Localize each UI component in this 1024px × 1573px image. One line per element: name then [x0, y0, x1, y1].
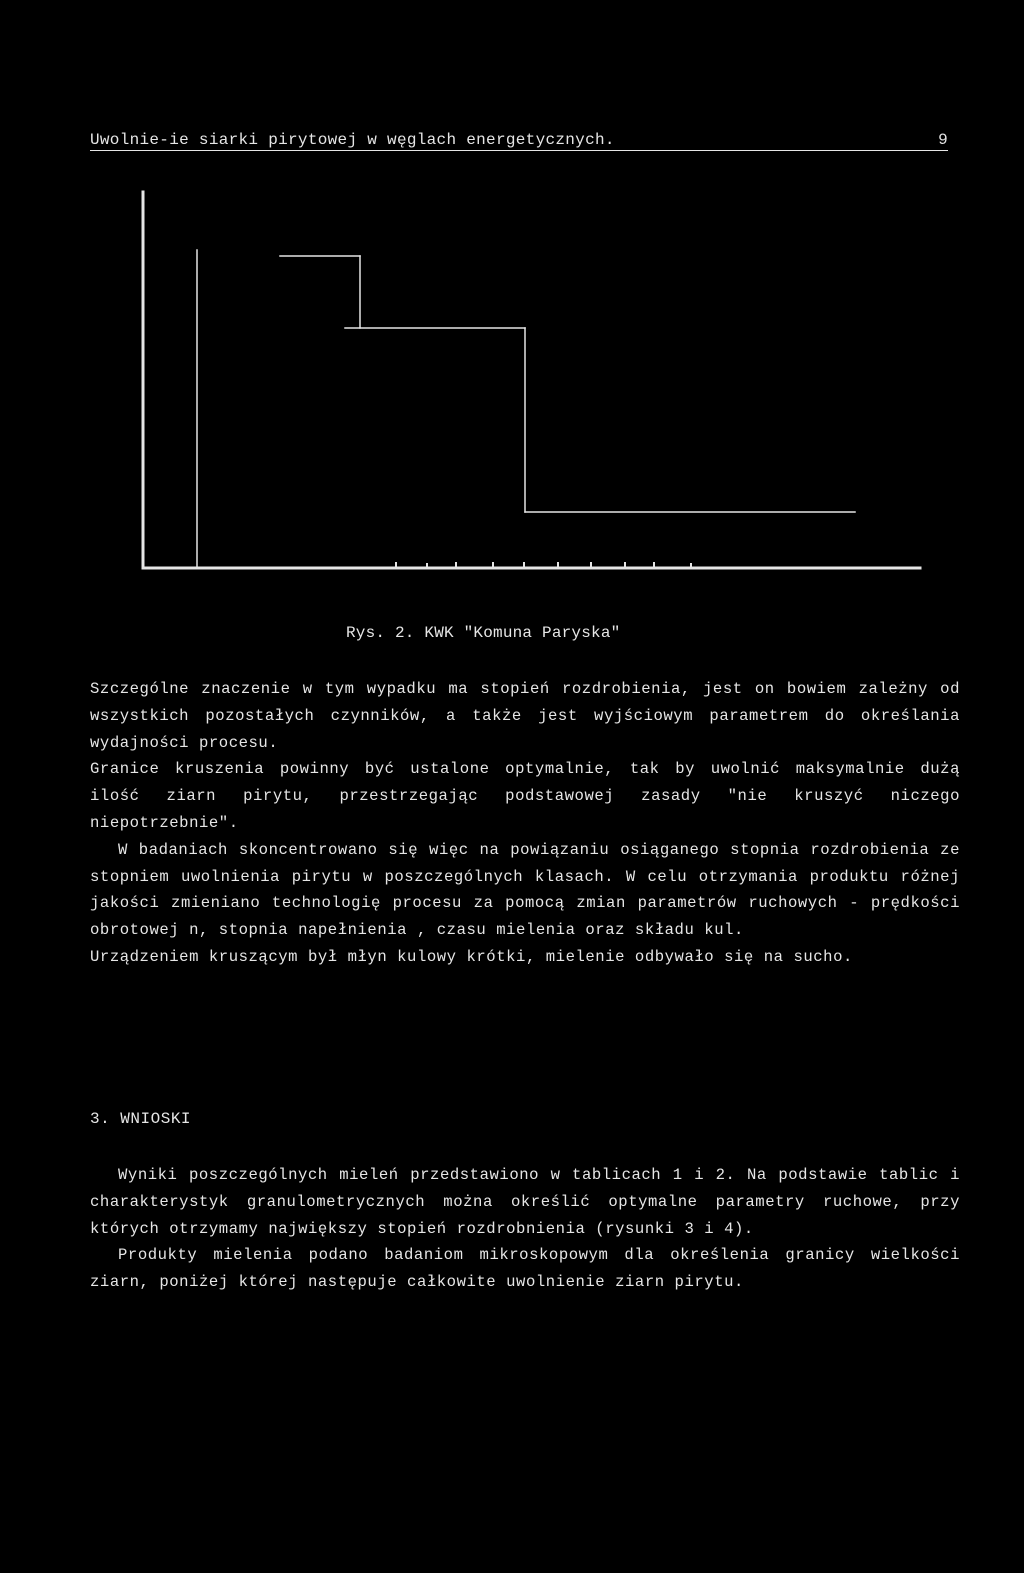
body-paragraph-4: Urządzeniem kruszącym był młyn kulowy krótki, mielenie odbywało się na sucho. — [90, 947, 853, 966]
body-paragraph-3: W badaniach skoncentrowano się więc na powiązaniu osiąganego stopnia rozdrobienia ze stopniem uwolnienia pirytu w poszczególnych klasach. W celu otrzymania produktu różnej jakości zmieniano technologię procesu za pomocą zmian parametrów ruchowych - prędkości obrotowej n, stopnia napełnienia , czasu mielenia oraz składu kul. — [90, 840, 960, 940]
figure-caption: Rys. 2. KWK "Komuna Paryska" — [346, 624, 621, 642]
section-paragraph-2: Produkty mielenia podano badaniom mikroskopowym dla określenia granicy wielkości ziarn, poniżej której następuje całkowite uwolnienie ziarn pirytu. — [90, 1246, 960, 1292]
figure-step-chart — [0, 0, 1024, 640]
section-paragraph-1: Wyniki poszczególnych mieleń przedstawiono w tablicach 1 i 2. Na podstawie tablic i charakterystyk granulometrycznych można określić optymalne parametry ruchowe, przy których otrzymamy największy stopień rozdrobnienia (rysunki 3 i 4). — [90, 1166, 960, 1238]
body-paragraph-1: Szczególne znaczenie w tym wypadku ma stopień rozdrobienia, jest on bowiem zależny od wszystkich pozostałych czynników, a także jest wyjściowym parametrem do określania wydajności procesu. — [90, 680, 960, 752]
header-title: Uwolnie-ie siarki pirytowej w węglach energetycznych. — [90, 131, 615, 149]
section-title: 3. WNIOSKI — [90, 1110, 192, 1128]
body-text — [90, 676, 960, 971]
section-text — [90, 1162, 960, 1296]
body-paragraph-2: Granice kruszenia powinny być ustalone optymalnie, tak by uwolnić maksymalnie dużą ilość ziarn pirytu, przestrzegając podstawowej zasady "nie kruszyć niczego niepotrzebnie". — [90, 760, 960, 832]
page-number: 9 — [938, 131, 948, 149]
